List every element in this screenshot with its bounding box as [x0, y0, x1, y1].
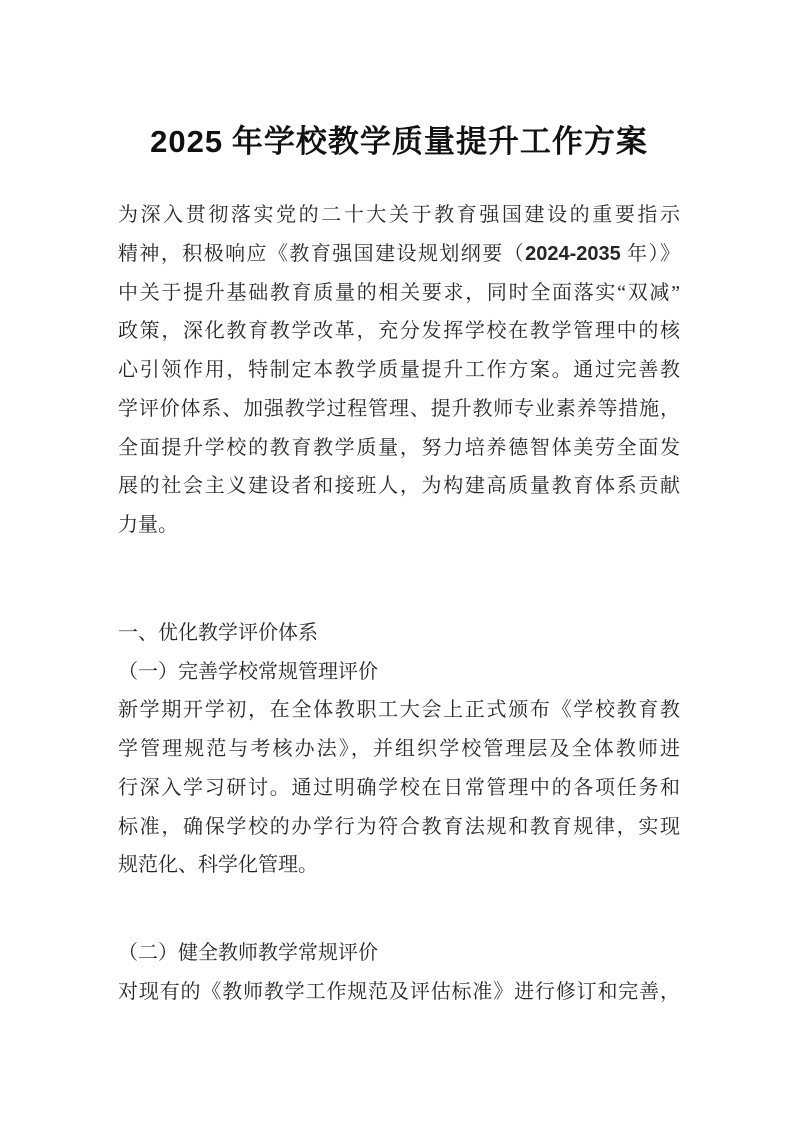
intro-line: 政策，深化教育教学改革，充分发挥学校在教学管理中的核 [118, 320, 680, 343]
document-title [118, 120, 680, 164]
subsection-1-line-last: 规范化、科学化管理。 [118, 854, 318, 877]
document-content [0, 120, 793, 1012]
subsection-1-line: 标准，确保学校的办学行为符合教育法规和教育规律，实现 [118, 815, 680, 838]
subsection-1-heading: （一）完善学校常规管理评价 [118, 660, 378, 683]
title-year: 2025 [150, 124, 224, 159]
intro-line: 展的社会主义建设者和接班人，为构建高质量教育体系贡献 [118, 475, 680, 498]
intro-line: 心引领作用，特制定本教学质量提升工作方案。通过完善教 [118, 359, 680, 381]
section-1-sub-2 [118, 934, 680, 1012]
intro-line2-pre: 精神，积极响应《教育强国建设规划纲要（ [118, 242, 526, 265]
section-1-heading: 一、优化教学评价体系 [118, 621, 318, 644]
subsection-2-line: 对现有的《教师教学工作规范及评估标准》进行修订和完善， [118, 980, 680, 1003]
intro-line2-years: 2024-2035 [525, 242, 621, 265]
title-text: 年学校教学质量提升工作方案 [223, 124, 648, 159]
section-1 [118, 614, 680, 885]
intro-paragraph [118, 196, 680, 545]
subsection-1-line: 新学期开学初，在全体教职工大会上正式颁布《学校教育教 [118, 699, 680, 722]
intro-line: 学评价体系、加强教学过程管理、提升教师专业素养等措施， [118, 397, 680, 420]
intro-line: 为深入贯彻落实党的二十大关于教育强国建设的重要指示 [118, 204, 680, 226]
intro-line: 全面提升学校的教育教学质量，努力培养德智体美劳全面发 [118, 436, 680, 459]
intro-line-last: 力量。 [118, 514, 178, 536]
intro-line2-post: 年）》 [620, 242, 681, 265]
subsection-1-line: 学管理规范与考核办法》，并组织学校管理层及全体教师进 [118, 738, 680, 760]
subsection-2-heading: （二）健全教师教学常规评价 [118, 942, 378, 964]
intro-line [118, 235, 680, 274]
subsection-1-line: 行深入学习研讨。通过明确学校在日常管理中的各项任务和 [118, 776, 680, 799]
intro-line: 中关于提升基础教育质量的相关要求，同时全面落实“双减” [118, 281, 680, 304]
